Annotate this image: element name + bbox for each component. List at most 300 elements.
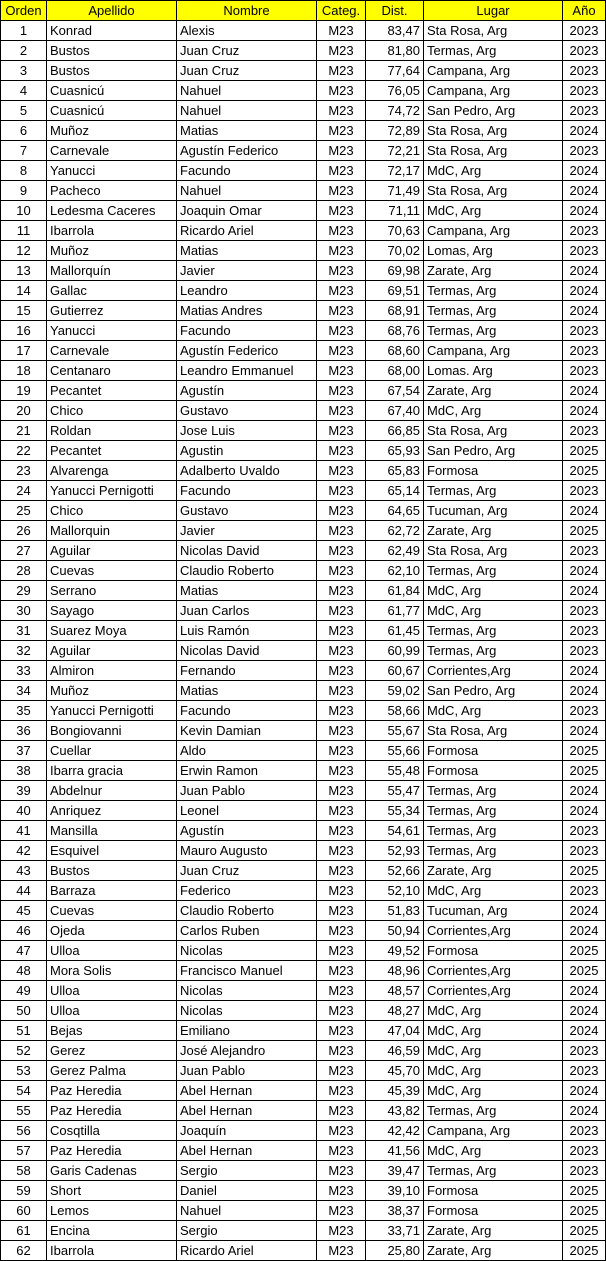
cell-dist: 55,66 (366, 741, 424, 761)
cell-apellido: Abdelnur (47, 781, 177, 801)
cell-nombre: Agustín Federico (177, 141, 317, 161)
cell-nombre: Luis Ramón (177, 621, 317, 641)
cell-lugar: MdC, Arg (424, 701, 563, 721)
cell-orden: 32 (1, 641, 47, 661)
cell-orden: 2 (1, 41, 47, 61)
cell-anio: 2024 (563, 561, 606, 581)
cell-anio: 2024 (563, 1021, 606, 1041)
cell-categ: M23 (317, 1161, 366, 1181)
cell-orden: 30 (1, 601, 47, 621)
cell-apellido: Pacheco (47, 181, 177, 201)
cell-dist: 83,47 (366, 21, 424, 41)
cell-lugar: Lomas, Arg (424, 241, 563, 261)
cell-orden: 20 (1, 401, 47, 421)
cell-dist: 49,52 (366, 941, 424, 961)
table-row (1, 381, 606, 401)
cell-lugar: Zarate, Arg (424, 861, 563, 881)
cell-anio: 2025 (563, 441, 606, 461)
table-row (1, 61, 606, 81)
cell-orden: 43 (1, 861, 47, 881)
cell-lugar: Sta Rosa, Arg (424, 421, 563, 441)
cell-lugar: Zarate, Arg (424, 1241, 563, 1261)
cell-categ: M23 (317, 881, 366, 901)
cell-categ: M23 (317, 561, 366, 581)
cell-orden: 4 (1, 81, 47, 101)
cell-dist: 41,56 (366, 1141, 424, 1161)
cell-nombre: Matias (177, 681, 317, 701)
cell-anio: 2025 (563, 1221, 606, 1241)
cell-nombre: Facundo (177, 161, 317, 181)
cell-anio: 2024 (563, 781, 606, 801)
cell-orden: 17 (1, 341, 47, 361)
cell-lugar: MdC, Arg (424, 161, 563, 181)
cell-lugar: Termas, Arg (424, 821, 563, 841)
table-row (1, 981, 606, 1001)
cell-categ: M23 (317, 281, 366, 301)
cell-categ: M23 (317, 1001, 366, 1021)
cell-apellido: Ojeda (47, 921, 177, 941)
cell-lugar: Termas, Arg (424, 301, 563, 321)
cell-orden: 46 (1, 921, 47, 941)
cell-nombre: Joaquín (177, 1121, 317, 1141)
cell-anio: 2024 (563, 681, 606, 701)
cell-apellido: Yanucci Pernigotti (47, 481, 177, 501)
cell-lugar: Tucuman, Arg (424, 501, 563, 521)
cell-dist: 60,67 (366, 661, 424, 681)
cell-orden: 55 (1, 1101, 47, 1121)
cell-apellido: Pecantet (47, 381, 177, 401)
cell-nombre: Agustín (177, 821, 317, 841)
cell-nombre: Matias (177, 581, 317, 601)
cell-dist: 71,11 (366, 201, 424, 221)
cell-nombre: Facundo (177, 701, 317, 721)
cell-orden: 9 (1, 181, 47, 201)
cell-dist: 55,67 (366, 721, 424, 741)
cell-lugar: Corrientes,Arg (424, 661, 563, 681)
cell-lugar: Termas, Arg (424, 561, 563, 581)
table-row (1, 21, 606, 41)
cell-apellido: Ulloa (47, 981, 177, 1001)
cell-nombre: Claudio Roberto (177, 561, 317, 581)
cell-nombre: Nahuel (177, 181, 317, 201)
cell-dist: 68,00 (366, 361, 424, 381)
cell-nombre: Juan Carlos (177, 601, 317, 621)
cell-categ: M23 (317, 1041, 366, 1061)
cell-nombre: Facundo (177, 321, 317, 341)
cell-nombre: Alexis (177, 21, 317, 41)
cell-orden: 42 (1, 841, 47, 861)
cell-lugar: MdC, Arg (424, 601, 563, 621)
cell-lugar: MdC, Arg (424, 1061, 563, 1081)
cell-categ: M23 (317, 201, 366, 221)
cell-orden: 27 (1, 541, 47, 561)
cell-apellido: Cuasnicú (47, 101, 177, 121)
cell-apellido: Centanaro (47, 361, 177, 381)
cell-orden: 39 (1, 781, 47, 801)
cell-apellido: Chico (47, 401, 177, 421)
cell-orden: 44 (1, 881, 47, 901)
cell-categ: M23 (317, 121, 366, 141)
cell-dist: 45,39 (366, 1081, 424, 1101)
table-row (1, 961, 606, 981)
cell-nombre: Nahuel (177, 81, 317, 101)
cell-dist: 66,85 (366, 421, 424, 441)
cell-nombre: Gustavo (177, 501, 317, 521)
cell-anio: 2024 (563, 1101, 606, 1121)
cell-lugar: MdC, Arg (424, 1021, 563, 1041)
table-row (1, 101, 606, 121)
cell-nombre: Sergio (177, 1221, 317, 1241)
cell-apellido: Carnevale (47, 341, 177, 361)
cell-anio: 2024 (563, 201, 606, 221)
table-row (1, 701, 606, 721)
cell-dist: 55,47 (366, 781, 424, 801)
cell-apellido: Ledesma Caceres (47, 201, 177, 221)
cell-lugar: Corrientes,Arg (424, 921, 563, 941)
header-apellido: Apellido (47, 1, 177, 21)
cell-apellido: Konrad (47, 21, 177, 41)
cell-apellido: Cuevas (47, 561, 177, 581)
cell-apellido: Mansilla (47, 821, 177, 841)
cell-lugar: Termas, Arg (424, 621, 563, 641)
cell-nombre: Leonel (177, 801, 317, 821)
cell-lugar: Formosa (424, 741, 563, 761)
cell-lugar: Termas, Arg (424, 1161, 563, 1181)
cell-lugar: Zarate, Arg (424, 261, 563, 281)
cell-lugar: San Pedro, Arg (424, 441, 563, 461)
cell-orden: 14 (1, 281, 47, 301)
table-row (1, 621, 606, 641)
cell-lugar: Corrientes,Arg (424, 961, 563, 981)
table-row (1, 1021, 606, 1041)
cell-orden: 11 (1, 221, 47, 241)
cell-categ: M23 (317, 961, 366, 981)
cell-categ: M23 (317, 241, 366, 261)
cell-apellido: Bustos (47, 861, 177, 881)
cell-dist: 58,66 (366, 701, 424, 721)
cell-anio: 2023 (563, 41, 606, 61)
cell-apellido: Ulloa (47, 1001, 177, 1021)
cell-orden: 33 (1, 661, 47, 681)
cell-dist: 69,98 (366, 261, 424, 281)
cell-categ: M23 (317, 341, 366, 361)
cell-categ: M23 (317, 401, 366, 421)
cell-apellido: Barraza (47, 881, 177, 901)
cell-nombre: Juan Cruz (177, 861, 317, 881)
table-row (1, 481, 606, 501)
cell-apellido: Serrano (47, 581, 177, 601)
cell-anio: 2023 (563, 141, 606, 161)
cell-orden: 21 (1, 421, 47, 441)
table-body (1, 21, 606, 1261)
cell-orden: 61 (1, 1221, 47, 1241)
cell-orden: 49 (1, 981, 47, 1001)
cell-apellido: Garis Cadenas (47, 1161, 177, 1181)
cell-apellido: Roldan (47, 421, 177, 441)
cell-categ: M23 (317, 1181, 366, 1201)
cell-anio: 2023 (563, 361, 606, 381)
cell-orden: 7 (1, 141, 47, 161)
cell-categ: M23 (317, 481, 366, 501)
table-row (1, 561, 606, 581)
cell-lugar: Zarate, Arg (424, 1221, 563, 1241)
cell-categ: M23 (317, 981, 366, 1001)
cell-orden: 47 (1, 941, 47, 961)
cell-categ: M23 (317, 541, 366, 561)
cell-nombre: Leandro Emmanuel (177, 361, 317, 381)
cell-apellido: Muñoz (47, 241, 177, 261)
cell-categ: M23 (317, 1061, 366, 1081)
cell-categ: M23 (317, 781, 366, 801)
cell-dist: 61,45 (366, 621, 424, 641)
cell-anio: 2023 (563, 541, 606, 561)
cell-dist: 38,37 (366, 1201, 424, 1221)
cell-anio: 2025 (563, 761, 606, 781)
table-row (1, 461, 606, 481)
cell-categ: M23 (317, 1221, 366, 1241)
cell-lugar: Sta Rosa, Arg (424, 121, 563, 141)
cell-lugar: MdC, Arg (424, 1001, 563, 1021)
cell-nombre: Juan Pablo (177, 1061, 317, 1081)
cell-dist: 71,49 (366, 181, 424, 201)
cell-lugar: Termas, Arg (424, 481, 563, 501)
cell-apellido: Paz Heredia (47, 1081, 177, 1101)
cell-lugar: Campana, Arg (424, 61, 563, 81)
cell-apellido: Almiron (47, 661, 177, 681)
cell-dist: 68,76 (366, 321, 424, 341)
cell-lugar: Termas, Arg (424, 281, 563, 301)
cell-nombre: Javier (177, 521, 317, 541)
cell-apellido: Gerez Palma (47, 1061, 177, 1081)
cell-categ: M23 (317, 381, 366, 401)
cell-apellido: Gerez (47, 1041, 177, 1061)
table-row (1, 1081, 606, 1101)
cell-nombre: Daniel (177, 1181, 317, 1201)
cell-apellido: Yanucci (47, 161, 177, 181)
header-anio: Año (563, 1, 606, 21)
table-row (1, 601, 606, 621)
cell-anio: 2024 (563, 801, 606, 821)
cell-orden: 52 (1, 1041, 47, 1061)
cell-nombre: Matias Andres (177, 301, 317, 321)
cell-dist: 72,17 (366, 161, 424, 181)
cell-categ: M23 (317, 681, 366, 701)
table-row (1, 301, 606, 321)
cell-dist: 43,82 (366, 1101, 424, 1121)
table-row (1, 1001, 606, 1021)
cell-dist: 67,40 (366, 401, 424, 421)
cell-anio: 2023 (563, 241, 606, 261)
cell-categ: M23 (317, 801, 366, 821)
cell-dist: 76,05 (366, 81, 424, 101)
cell-orden: 3 (1, 61, 47, 81)
cell-anio: 2024 (563, 901, 606, 921)
cell-dist: 55,34 (366, 801, 424, 821)
cell-dist: 62,10 (366, 561, 424, 581)
cell-apellido: Yanucci (47, 321, 177, 341)
cell-dist: 45,70 (366, 1061, 424, 1081)
cell-nombre: Nicolas David (177, 641, 317, 661)
cell-apellido: Gutierrez (47, 301, 177, 321)
cell-dist: 74,72 (366, 101, 424, 121)
cell-categ: M23 (317, 181, 366, 201)
cell-dist: 25,80 (366, 1241, 424, 1261)
cell-orden: 10 (1, 201, 47, 221)
cell-categ: M23 (317, 821, 366, 841)
cell-dist: 67,54 (366, 381, 424, 401)
cell-dist: 48,96 (366, 961, 424, 981)
cell-categ: M23 (317, 81, 366, 101)
cell-nombre: Jose Luis (177, 421, 317, 441)
cell-apellido: Mallorquin (47, 521, 177, 541)
cell-dist: 50,94 (366, 921, 424, 941)
cell-anio: 2024 (563, 721, 606, 741)
cell-lugar: Termas, Arg (424, 641, 563, 661)
cell-nombre: Nicolas David (177, 541, 317, 561)
cell-apellido: Yanucci Pernigotti (47, 701, 177, 721)
cell-anio: 2023 (563, 1121, 606, 1141)
table-row (1, 321, 606, 341)
cell-orden: 31 (1, 621, 47, 641)
cell-nombre: Adalberto Uvaldo (177, 461, 317, 481)
cell-anio: 2025 (563, 1201, 606, 1221)
cell-nombre: Leandro (177, 281, 317, 301)
cell-dist: 62,72 (366, 521, 424, 541)
cell-orden: 62 (1, 1241, 47, 1261)
cell-lugar: Campana, Arg (424, 1121, 563, 1141)
table-row (1, 181, 606, 201)
cell-dist: 52,10 (366, 881, 424, 901)
cell-anio: 2023 (563, 321, 606, 341)
cell-dist: 60,99 (366, 641, 424, 661)
cell-lugar: MdC, Arg (424, 581, 563, 601)
cell-dist: 59,02 (366, 681, 424, 701)
cell-nombre: Francisco Manuel (177, 961, 317, 981)
cell-lugar: Termas, Arg (424, 841, 563, 861)
cell-apellido: Bejas (47, 1021, 177, 1041)
cell-dist: 61,77 (366, 601, 424, 621)
table-row (1, 641, 606, 661)
cell-orden: 15 (1, 301, 47, 321)
cell-anio: 2023 (563, 1041, 606, 1061)
cell-categ: M23 (317, 621, 366, 641)
cell-lugar: Termas, Arg (424, 801, 563, 821)
cell-apellido: Mallorquín (47, 261, 177, 281)
cell-dist: 68,91 (366, 301, 424, 321)
cell-anio: 2023 (563, 101, 606, 121)
cell-apellido: Chico (47, 501, 177, 521)
table-row (1, 681, 606, 701)
table-row (1, 881, 606, 901)
cell-nombre: Facundo (177, 481, 317, 501)
cell-lugar: Campana, Arg (424, 341, 563, 361)
cell-lugar: Zarate, Arg (424, 381, 563, 401)
cell-nombre: Matias (177, 241, 317, 261)
cell-categ: M23 (317, 641, 366, 661)
cell-dist: 65,93 (366, 441, 424, 461)
cell-apellido: Sayago (47, 601, 177, 621)
cell-orden: 34 (1, 681, 47, 701)
table-row (1, 1061, 606, 1081)
cell-orden: 13 (1, 261, 47, 281)
cell-orden: 18 (1, 361, 47, 381)
cell-categ: M23 (317, 721, 366, 741)
cell-lugar: Lomas. Arg (424, 361, 563, 381)
cell-anio: 2023 (563, 1061, 606, 1081)
cell-dist: 42,42 (366, 1121, 424, 1141)
cell-lugar: San Pedro, Arg (424, 681, 563, 701)
cell-anio: 2024 (563, 181, 606, 201)
cell-nombre: Matias (177, 121, 317, 141)
cell-categ: M23 (317, 521, 366, 541)
cell-anio: 2023 (563, 341, 606, 361)
cell-anio: 2024 (563, 281, 606, 301)
cell-orden: 48 (1, 961, 47, 981)
cell-anio: 2025 (563, 461, 606, 481)
table-row (1, 1141, 606, 1161)
cell-nombre: Kevin Damian (177, 721, 317, 741)
cell-dist: 72,21 (366, 141, 424, 161)
cell-orden: 53 (1, 1061, 47, 1081)
table-row (1, 221, 606, 241)
cell-anio: 2023 (563, 821, 606, 841)
cell-categ: M23 (317, 441, 366, 461)
cell-orden: 60 (1, 1201, 47, 1221)
table-row (1, 241, 606, 261)
cell-categ: M23 (317, 941, 366, 961)
cell-lugar: Campana, Arg (424, 221, 563, 241)
cell-anio: 2024 (563, 121, 606, 141)
table-row (1, 921, 606, 941)
cell-apellido: Anriquez (47, 801, 177, 821)
cell-apellido: Ulloa (47, 941, 177, 961)
table-row (1, 1201, 606, 1221)
cell-dist: 68,60 (366, 341, 424, 361)
cell-apellido: Esquivel (47, 841, 177, 861)
cell-nombre: Juan Cruz (177, 61, 317, 81)
cell-anio: 2025 (563, 1241, 606, 1261)
table-row (1, 781, 606, 801)
cell-categ: M23 (317, 921, 366, 941)
cell-apellido: Lemos (47, 1201, 177, 1221)
cell-apellido: Bustos (47, 41, 177, 61)
cell-orden: 58 (1, 1161, 47, 1181)
cell-categ: M23 (317, 1141, 366, 1161)
cell-orden: 45 (1, 901, 47, 921)
cell-nombre: Ricardo Ariel (177, 221, 317, 241)
cell-anio: 2023 (563, 421, 606, 441)
cell-lugar: Termas, Arg (424, 41, 563, 61)
cell-nombre: Javier (177, 261, 317, 281)
cell-apellido: Paz Heredia (47, 1141, 177, 1161)
table-row (1, 821, 606, 841)
cell-nombre: José Alejandro (177, 1041, 317, 1061)
table-row (1, 761, 606, 781)
cell-dist: 33,71 (366, 1221, 424, 1241)
cell-orden: 54 (1, 1081, 47, 1101)
cell-lugar: MdC, Arg (424, 881, 563, 901)
cell-orden: 26 (1, 521, 47, 541)
table-row (1, 501, 606, 521)
cell-lugar: MdC, Arg (424, 1041, 563, 1061)
cell-categ: M23 (317, 841, 366, 861)
cell-orden: 36 (1, 721, 47, 741)
cell-anio: 2023 (563, 701, 606, 721)
cell-anio: 2023 (563, 881, 606, 901)
cell-orden: 22 (1, 441, 47, 461)
cell-apellido: Encina (47, 1221, 177, 1241)
table-row (1, 361, 606, 381)
